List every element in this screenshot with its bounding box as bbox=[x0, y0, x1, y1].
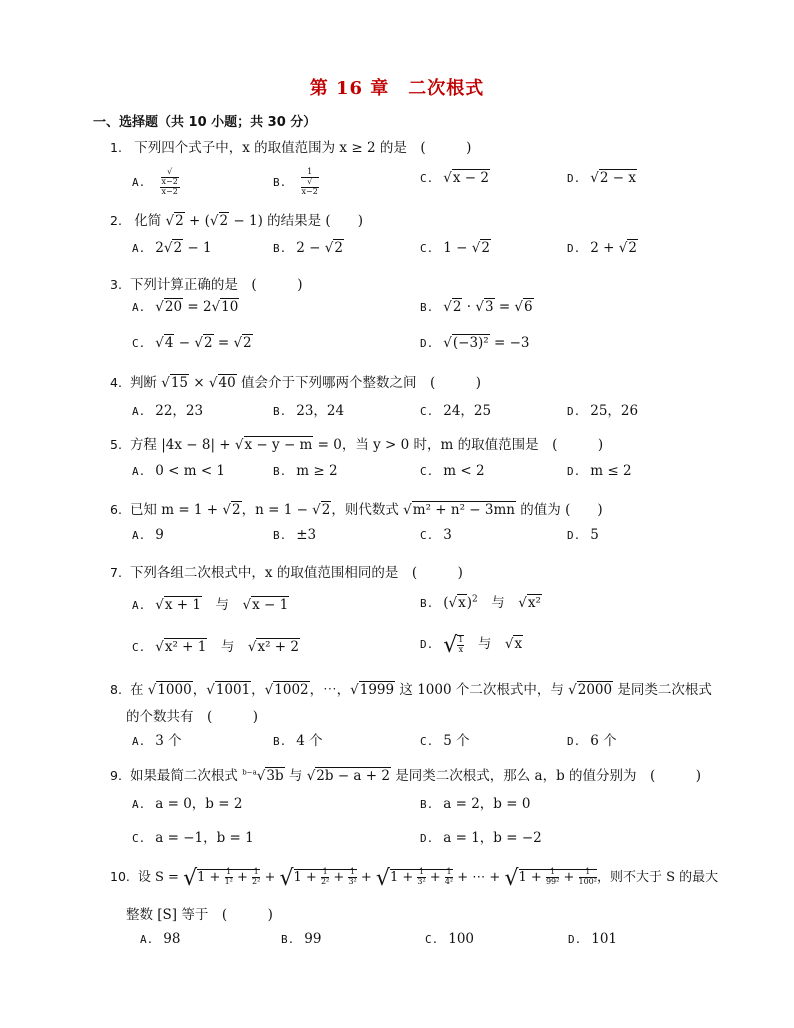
option-b: B. 4 个 bbox=[273, 733, 323, 749]
option-a: A. √ x−2 x−2 bbox=[132, 167, 178, 196]
question-text: 下列四个式子中，x 的取值范围为 x ≥ 2 的是 ( ) bbox=[134, 140, 472, 156]
option-a: A. 9 bbox=[132, 527, 164, 543]
section-heading: 一、选择题（共 10 小题；共 30 分） bbox=[93, 115, 317, 130]
question-3: 3. 下列计算正确的是 ( ) bbox=[110, 277, 303, 293]
option-c: C. 100 bbox=[425, 931, 475, 947]
option-a: A. √x + 1 与 √x − 1 bbox=[132, 597, 289, 613]
question-8-line2: 的个数共有 ( ) bbox=[126, 709, 259, 725]
option-c: C. √x² + 1 与 √x² + 2 bbox=[132, 639, 299, 655]
option-d: D. m ≤ 2 bbox=[567, 463, 632, 479]
option-a: A. 2√2 − 1 bbox=[132, 240, 212, 256]
question-9: 9. 如果最简二次根式 $^{b-a}$√3b 与 √2b − a + 2 是同类二次根式，那么 a，b 的值分别为 ( ) bbox=[110, 768, 702, 784]
option-b: B. m ≥ 2 bbox=[273, 463, 338, 479]
option-c: C. 1 − √2 bbox=[420, 240, 490, 256]
option-c: C. √4 − √2 = √2 bbox=[132, 335, 252, 351]
option-b: B. √2 · √3 = √6 bbox=[420, 299, 533, 315]
option-c: C. m < 2 bbox=[420, 463, 485, 479]
option-b: B. 23，24 bbox=[273, 403, 345, 419]
question-6: 6. 已知 m = 1 + √2，n = 1 − √2，则代数式 √m² + n² − 3mn 的值为 ( ) bbox=[110, 502, 603, 518]
option-a: A. 98 bbox=[140, 931, 181, 947]
option-a: A. 22，23 bbox=[132, 403, 204, 419]
option-c: C. 5 个 bbox=[420, 733, 470, 749]
option-c: C. 3 bbox=[420, 527, 452, 543]
question-2: 2. 化简 √2 + (√2 − 1) 的结果是 ( ) bbox=[110, 213, 363, 229]
option-d: D. 2 + √2 bbox=[567, 240, 637, 256]
option-a: A. a = 0，b = 2 bbox=[132, 796, 243, 812]
option-d: D. 101 bbox=[568, 931, 618, 947]
option-b: B. a = 2，b = 0 bbox=[420, 796, 531, 812]
option-b: B. 99 bbox=[281, 931, 322, 947]
option-d: D. 6 个 bbox=[567, 733, 617, 749]
option-d: D. √(−3)² = −3 bbox=[420, 335, 530, 351]
option-a: A. 0 < m < 1 bbox=[132, 463, 226, 479]
option-b: B. ±3 bbox=[273, 527, 317, 543]
option-c: C. 24，25 bbox=[420, 403, 492, 419]
option-a: A. 3 个 bbox=[132, 733, 182, 749]
question-number: 1. bbox=[110, 140, 122, 155]
question-1 bbox=[110, 136, 471, 156]
question-5: 5. 方程 |4x − 8| + √x − y − m = 0，当 y > 0 时，m 的取值范围是 ( ) bbox=[110, 437, 604, 453]
option-d: D. 25，26 bbox=[567, 403, 639, 419]
option-b: B. 1 √ x−2 bbox=[273, 167, 318, 196]
option-c: C. √x − 2 bbox=[420, 170, 489, 186]
question-10: 10. 设 S = √1 + $\frac{1}{\text{1²}}$ + $\frac{1}{\text{2²}}$ + √1 + $\frac{1}{\text{2²}}$ + $\frac{1}{\text{3²}}$ + √1 + $\frac{1}{\text{3²}}$ + $\frac{1}{\text{4²}}$ + ⋯ + √1 + $\frac{1}{\text{99²}}$ + $\frac{1}{\text{100²}}$ ，则不大于 S 的最大 bbox=[110, 866, 719, 891]
option-c: C. a = −1，b = 1 bbox=[132, 830, 254, 846]
page-title: 第 16 章 二次根式 bbox=[309, 78, 485, 99]
option-d: D. a = 1，b = −2 bbox=[420, 830, 542, 846]
question-8: 8. 在 √1000，√1001，√1002，⋯，√1999 这 1000 个二次根式中，与 √2000 是同类二次根式 bbox=[110, 682, 712, 698]
option-d: D. √2 − x bbox=[567, 170, 636, 186]
option-b: B. $(√x)^2$ 与 √x² bbox=[420, 594, 541, 611]
question-4: 4. 判断 √15 × √40 值会介于下列哪两个整数之间 ( ) bbox=[110, 375, 482, 391]
question-7: 7. 下列各组二次根式中，x 的取值范围相同的是 ( ) bbox=[110, 565, 463, 581]
option-b: B. 2 − √2 bbox=[273, 240, 343, 256]
option-d: D. 5 bbox=[567, 527, 599, 543]
option-a: A. √20 = 2√10 bbox=[132, 299, 239, 315]
question-10-line2: 整数 [S] 等于 ( ) bbox=[126, 907, 273, 923]
option-d: D. √ $\frac{1}{x}$ 与 √x bbox=[420, 633, 523, 658]
